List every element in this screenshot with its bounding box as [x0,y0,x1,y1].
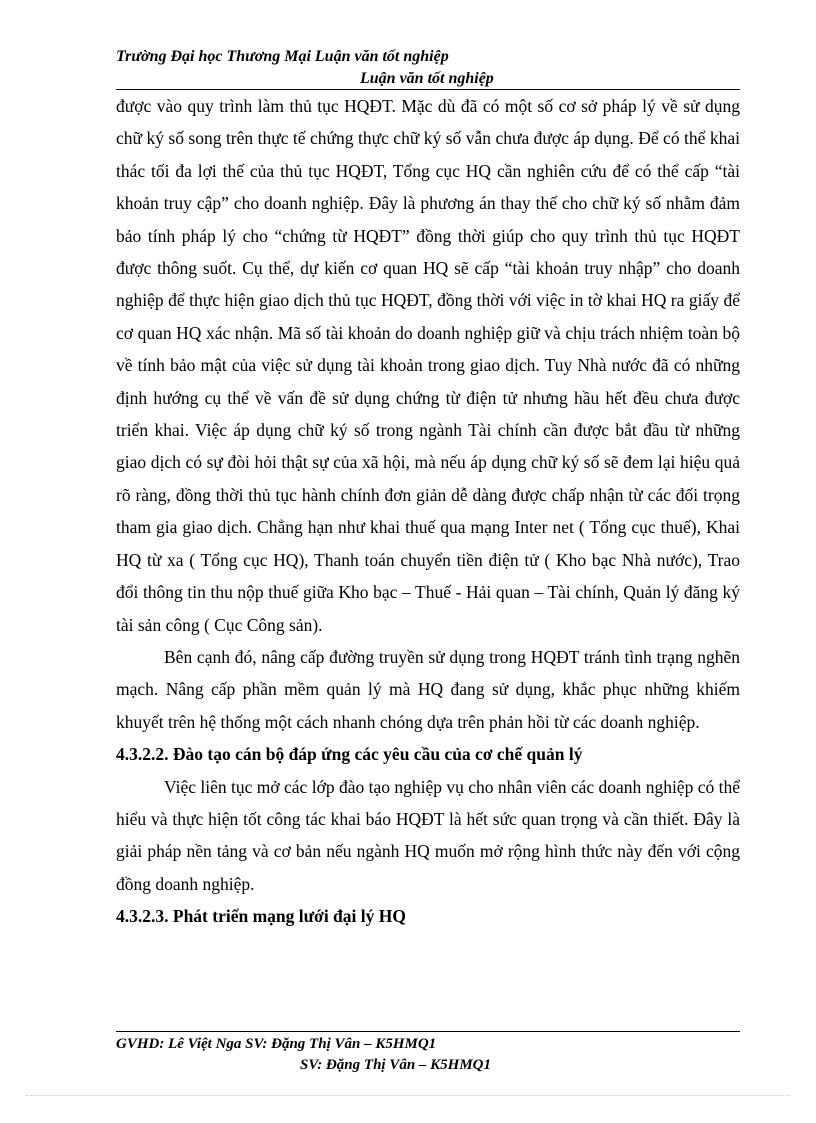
paragraph-digital-signature: được vào quy trình làm thủ tục HQĐT. Mặc dù đã có một số cơ sở pháp lý về sử dụng chữ ký số song trên thực tế chứng thực chữ ký số vẫn chưa được áp dụng. Để có thể khai thác tối đa lợi thế của thủ tục HQĐT, Tổng cục HQ cần nghiên cứu để có thể cấp “tài khoản truy cập” cho doanh nghiệp. Đây là phương án thay thế cho chữ ký số nhằm đảm bảo tính pháp lý cho “chứng từ HQĐT” đồng thời giúp cho quy trình thủ tục HQĐT được thông suốt. Cụ thể, dự kiến cơ quan HQ sẽ cấp “tài khoản truy nhập” cho doanh nghiệp để thực hiện giao dịch thủ tục HQĐT, đồng thời với việc in tờ khai HQ ra giấy để cơ quan HQ xác nhận. Mã số tài khoản do doanh nghiệp giữ và chịu trách nhiệm toàn bộ về tính bảo mật của việc sử dụng tài khoản trong giao dịch. Tuy Nhà nước đã có những định hướng cụ thể về vấn đề sử dụng chứng từ điện tử nhưng hầu hết đều chưa được triển khai. Việc áp dụng chữ ký số trong ngành Tài chính cần được bắt đầu từ những giao dịch có sự đòi hỏi thật sự của xã hội, mà nếu áp dụng chữ ký số sẽ đem lại hiệu quả rõ ràng, đồng thời thủ tục hành chính đơn giản dễ dàng được chấp nhận từ các đối trọng tham gia giao dịch. Chẳng hạn như khai thuế qua mạng Inter net ( Tổng cục thuế), Khai HQ từ xa ( Tổng cục HQ), Thanh toán chuyển tiền điện tử ( Kho bạc Nhà nước), Trao đổi thông tin thu nộp thuế giữa Kho bạc – Thuế - Hải quan – Tài chính, Quản lý đăng ký tài sản công ( Cục Công sản). [116,96,740,635]
footer-divider [116,1031,740,1032]
header-subtitle: Luận văn tốt nghiệp [360,70,494,87]
section-heading-4-3-2-2: 4.3.2.2. Đào tạo cán bộ đáp ứng các yêu cầu của cơ chế quản lý [116,744,583,765]
page-footer [116,1034,740,1076]
document-body [116,90,740,933]
footer-advisor-student: GVHD: Lê Việt Nga SV: Đặng Thị Vân – K5HMQ1 [116,1036,437,1052]
paragraph-network-upgrade: Bên cạnh đó, nâng cấp đường truyền sử dụng trong HQĐT tránh tình trạng nghẽn mạch. Nâng cấp phần mềm quản lý mà HQ đang sử dụng, khắc phục những khiếm khuyết trên hệ thống một cách nhanh chóng dựa trên phản hồi từ các doanh nghiệp. [116,646,740,732]
footer-student: SV: Đặng Thị Vân – K5HMQ1 [300,1057,492,1073]
page-bottom-dotted-border [26,1095,790,1096]
section-heading-4-3-2-3: 4.3.2.3. Phát triển mạng lưới đại lý HQ [116,906,406,927]
page-header [116,46,740,90]
header-title: Trường Đại học Thương Mại Luận văn tốt nghiệp [116,48,449,65]
paragraph-staff-training: Việc liên tục mở các lớp đào tạo nghiệp vụ cho nhân viên các doanh nghiệp có thể hiểu và thực hiện tốt công tác khai báo HQĐT là hết sức quan trọng và cần thiết. Đây là giải pháp nền tảng và cơ bản nếu ngành HQ muốn mở rộng hình thức này đến với cộng đồng doanh nghiệp. [116,776,740,894]
